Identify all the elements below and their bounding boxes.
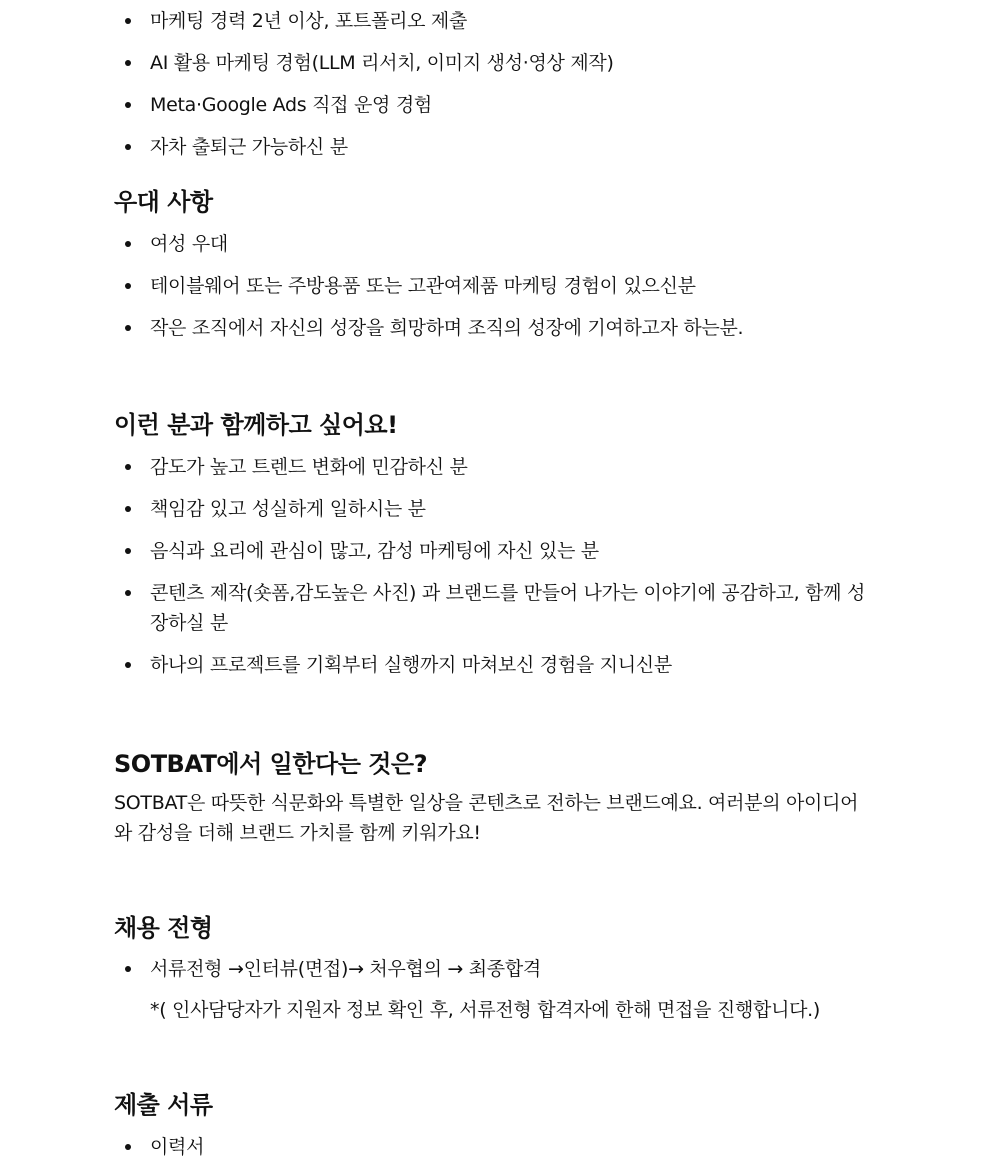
requirements-list	[114, 6, 874, 162]
list-item: 콘텐츠 제작(숏폼,감도높은 사진) 과 브랜드를 만들어 나가는 이야기에 공감하고, 함께 성장하실 분	[114, 578, 874, 638]
list-item: 감도가 높고 트렌드 변화에 민감하신 분	[114, 452, 874, 482]
preferred-list-wrap	[114, 229, 874, 355]
list-item: 테이블웨어 또는 주방용품 또는 고관여제품 마케팅 경험이 있으신분	[114, 271, 874, 301]
bullet-icon	[125, 18, 131, 24]
list-item: 서류전형 →인터뷰(면접)→ 처우협의 → 최종합격	[114, 954, 874, 984]
bullet-icon	[125, 966, 131, 972]
ideal-heading: 이런 분과 함께하고 싶어요!	[114, 411, 398, 439]
about-body: SOTBAT은 따뜻한 식문화와 특별한 일상을 콘텐츠로 전하는 브랜드예요. 여러분의 아이디어와 감성을 더해 브랜드 가치를 함께 키워가요!	[114, 792, 859, 844]
list-item: 자차 출퇴근 가능하신 분	[114, 132, 874, 162]
documents-list-wrap	[114, 1132, 874, 1174]
process-heading: 채용 전형	[114, 914, 213, 942]
list-item: AI 활용 마케팅 경험(LLM 리서치, 이미지 생성·영상 제작)	[114, 48, 874, 78]
about-section	[114, 748, 874, 780]
documents-section	[114, 1089, 874, 1121]
list-item: 책임감 있고 성실하게 일하시는 분	[114, 494, 874, 524]
process-note: *( 인사담당자가 지원자 정보 확인 후, 서류전형 합격자에 한해 면접을 진행합니다.)	[150, 999, 821, 1021]
list-item: 하나의 프로젝트를 기획부터 실행까지 마쳐보신 경험을 지니신분	[114, 650, 874, 680]
bullet-icon	[125, 590, 131, 596]
process-list	[114, 954, 874, 984]
preferred-list	[114, 229, 874, 343]
list-item: 여성 우대	[114, 229, 874, 259]
bullet-icon	[125, 506, 131, 512]
preferred-section	[114, 186, 874, 218]
ideal-list-wrap	[114, 452, 874, 692]
bullet-icon	[125, 144, 131, 150]
list-item: 이력서	[114, 1132, 874, 1162]
bullet-icon	[125, 60, 131, 66]
process-list-wrap	[114, 954, 874, 1025]
bullet-icon	[125, 548, 131, 554]
list-item: Meta·Google Ads 직접 운영 경험	[114, 90, 874, 120]
list-item: 작은 조직에서 자신의 성장을 희망하며 조직의 성장에 기여하고자 하는분.	[114, 313, 874, 343]
process-section	[114, 912, 874, 944]
ideal-list	[114, 452, 874, 680]
preferred-heading: 우대 사항	[114, 188, 213, 216]
bullet-icon	[125, 325, 131, 331]
ideal-section	[114, 409, 874, 441]
bullet-icon	[125, 662, 131, 668]
bullet-icon	[125, 283, 131, 289]
bullet-icon	[125, 241, 131, 247]
list-item: 마케팅 경력 2년 이상, 포트폴리오 제출	[114, 6, 874, 36]
bullet-icon	[125, 1144, 131, 1150]
about-heading: SOTBAT에서 일한다는 것은?	[114, 750, 428, 778]
about-body-wrap	[114, 788, 859, 848]
documents-heading: 제출 서류	[114, 1091, 213, 1119]
list-item: 음식과 요리에 관심이 많고, 감성 마케팅에 자신 있는 분	[114, 536, 874, 566]
requirements-section	[114, 6, 874, 174]
bullet-icon	[125, 102, 131, 108]
documents-list	[114, 1132, 874, 1162]
bullet-icon	[125, 464, 131, 470]
